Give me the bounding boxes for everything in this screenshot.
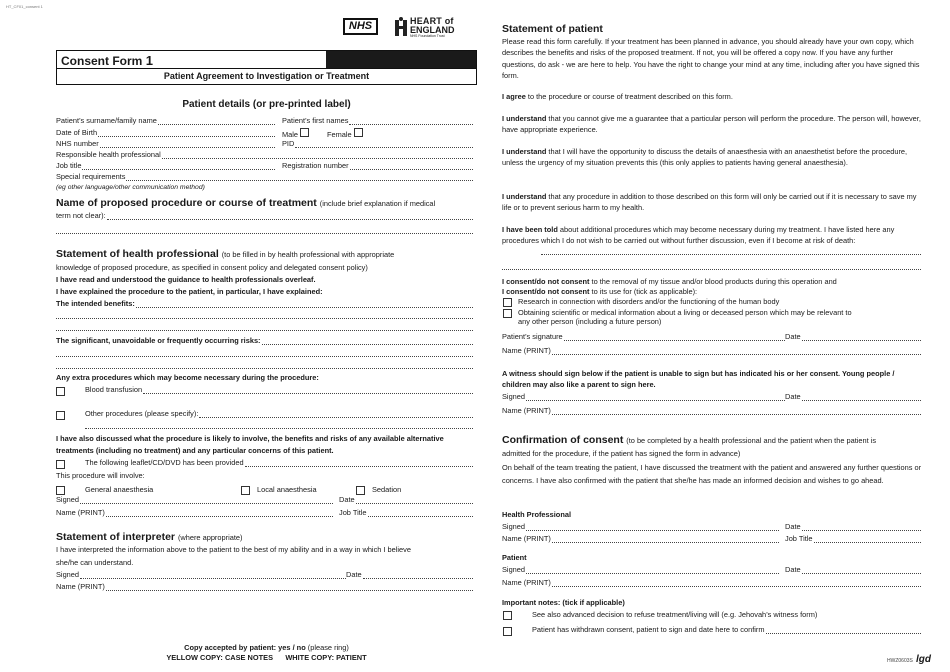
advanced-decision-label: See also advanced decision to refuse treatment/living will (e.g. Jehovah’s witness form) [532,610,818,619]
important-notes-heading: Important notes: (tick if applicable) [502,598,625,607]
read-guidance-text: I have read and understood the guidance to health professionals overleaf. [56,275,316,284]
blood-transfusion-field[interactable]: Blood transfusion [85,386,473,395]
patient-label: Patient [502,553,527,562]
hp-date-field[interactable]: Date [339,496,473,505]
benefits-line[interactable] [56,311,473,319]
been-told-text: I have been told about additional procedures which may become necessary during my treatment. I have listed here any procedures which I do not wish to be carried out without further discussion, even if I become at risk of death: [502,225,895,246]
obtaining-info-checkbox[interactable] [503,309,512,318]
death-line[interactable] [541,247,921,255]
health-professional-note: knowledge of proposed procedure, as specified in consent policy and delegated consent policy) [56,263,368,272]
confirm-patient-signed-field[interactable]: Signed [502,566,779,575]
local-anaesthesia-checkbox[interactable] [241,486,250,495]
confirmation-note: admitted for the procedure, if the patient has signed the form in advance) [502,449,741,458]
advanced-decision-checkbox[interactable] [503,611,512,620]
general-anaesthesia-checkbox[interactable] [56,486,65,495]
additional-procedures-line[interactable] [502,262,921,270]
witness-name-field[interactable]: Name (PRINT) [502,407,921,416]
dob-field[interactable]: Date of Birth [56,129,275,138]
other-procedures-field[interactable]: Other procedures (please specify): [85,410,473,419]
patient-details-heading: Patient details (or pre-printed label) [182,99,351,110]
leaflet-field[interactable]: The following leaflet/CD/DVD has been provided [85,459,473,468]
title-bar [326,51,476,68]
witness-date-field[interactable]: Date [785,393,921,402]
copy-accepted-text: Copy accepted by patient: yes / no (please ring) [184,643,349,652]
confirm-hp-date-field[interactable]: Date [785,523,921,532]
witness-text: A witness should sign below if the patient is unable to sign but has indicated his or her consent. Young people / children may also like a parent to sign here. [502,369,895,390]
extra-procedures-text: Any extra procedures which may become necessary during the procedure: [56,373,319,382]
surname-field[interactable]: Patient’s surname/family name [56,117,275,126]
intended-benefits-field[interactable]: The intended benefits: [56,300,473,309]
patient-statement-heading: Statement of patient [502,23,603,35]
hp-signed-field[interactable]: Signed [56,496,333,505]
first-names-field[interactable]: Patient’s first names [282,117,473,126]
other-procedures-line[interactable] [85,421,473,429]
consent-use-text: I consent/do not consent to its use for (tick as applicable): [502,287,698,296]
patient-name-field[interactable]: Name (PRINT) [502,347,921,356]
procedure-line[interactable] [56,226,473,234]
withdrawn-consent-checkbox[interactable] [503,627,512,636]
male-option[interactable]: Male [282,128,309,140]
form-title-box [56,50,477,69]
confirmation-heading: Confirmation of consent (to be completed by a health professional and the patient when the patient is [502,434,877,446]
male-checkbox[interactable] [300,128,309,137]
patient-date-field[interactable]: Date [785,333,921,342]
interpreter-signed-field[interactable]: Signed [56,571,346,580]
health-professional-heading: Statement of health professional (to be filled in by health professional with appropriate [56,248,395,260]
understand-text-2: I understand that I will have the opportunity to discuss the details of anaesthesia with an anaesthetist before the procedure, unless the urgency of my situation prevents this (this only applies to patients having general anaesthesia). [502,147,908,168]
confirmation-text: On behalf of the team treating the patient, I have discussed the treatment with the patient and answered any further questions or concerns. I have also confirmed with the patient that she/he has made an informed decision and wishes to go ahead. [502,463,922,486]
patient-signature-field[interactable]: Patient’s signature [502,333,785,342]
risks-line[interactable] [56,361,473,369]
research-checkbox[interactable] [503,298,512,307]
obtaining-info-label: Obtaining scientific or medical information about a living or deceased person which may be relevant to [518,308,852,317]
confirm-hp-job-title-field[interactable]: Job Title [785,535,921,544]
pid-field[interactable]: PID [282,140,473,149]
confirm-hp-name-field[interactable]: Name (PRINT) [502,535,779,544]
discussed-text: I have also discussed what the procedure is likely to involve, the benefits and risks of any available alternative [56,434,444,443]
special-requirements-note: (eg other language/other communication method) [56,184,205,191]
document-reference: HT_CF01_consent 1 [6,4,43,9]
other-procedures-checkbox[interactable] [56,411,65,420]
consent-tissue-text: I consent/do not consent to the removal of my tissue and/or blood products during this operation and [502,277,837,286]
job-title-field[interactable]: Job title [56,162,275,171]
procedure-field[interactable]: term not clear): [56,212,473,221]
female-checkbox[interactable] [354,128,363,137]
interpreter-text: I have interpreted the information above to the patient to the best of my ability and in a way in which I believe [56,545,411,554]
form-title: Consent Form 1 [61,53,153,68]
blood-transfusion-checkbox[interactable] [56,387,65,396]
trust-logo: HEART of ENGLAND NHS Foundation Trust [410,16,455,38]
benefits-line[interactable] [56,323,473,331]
procedure-involve-text: This procedure will involve: [56,471,145,480]
hp-job-title-field[interactable]: Job Title [339,509,473,518]
sedation-checkbox[interactable] [356,486,365,495]
discussed-text-2: treatments (including no treatment) and any particular concerns of this patient. [56,446,334,455]
nhs-logo: NHS [343,18,378,35]
witness-signed-field[interactable]: Signed [502,393,785,402]
copy-colours-text: YELLOW COPY: CASE NOTES WHITE COPY: PATIENT [166,653,367,662]
confirm-patient-date-field[interactable]: Date [785,566,921,575]
hp-name-field[interactable]: Name (PRINT) [56,509,333,518]
sedation-label: Sedation [372,485,402,494]
printer-logo: lgd [916,654,931,665]
health-professional-label: Health Professional [502,510,571,519]
special-requirements-field[interactable]: Special requirements [56,173,473,182]
understand-text-3: I understand that any procedure in addition to those described on this form will only be carried out if it is necessary to save my life or to prevent serious harm to my health. [502,192,917,213]
withdrawn-consent-field[interactable]: Patient has withdrawn consent, patient to sign and date here to confirm [532,626,921,635]
understand-text-1: I understand that you cannot give me a guarantee that a particular person will perform the procedure. The person will, however, have appropriate experience. [502,114,921,135]
nhs-number-field[interactable]: NHS number [56,140,275,149]
form-subtitle: Patient Agreement to Investigation or Treatment [56,69,477,85]
research-label: Research in connection with disorders and/or the functioning of the human body [518,297,780,306]
responsible-professional-field[interactable]: Responsible health professional [56,151,473,160]
registration-number-field[interactable]: Registration number [282,162,473,171]
risks-field[interactable]: The significant, unavoidable or frequently occurring risks: [56,337,473,346]
procedure-heading: Name of proposed procedure or course of treatment (include brief explanation if medical [56,197,436,209]
interpreter-date-field[interactable]: Date [346,571,473,580]
explained-text: I have explained the procedure to the patient, in particular, I have explained: [56,287,323,296]
interpreter-heading: Statement of interpreter (where appropriate) [56,531,243,543]
confirm-hp-signed-field[interactable]: Signed [502,523,779,532]
female-option[interactable]: Female [327,128,363,140]
form-code: HWZ0603S [887,658,913,664]
leaflet-checkbox[interactable] [56,460,65,469]
interpreter-name-field[interactable]: Name (PRINT) [56,583,473,592]
confirm-patient-name-field[interactable]: Name (PRINT) [502,579,921,588]
obtaining-info-label-2: any other person (including a future person) [518,317,662,326]
risks-line[interactable] [56,349,473,357]
heart-of-england-mark-icon [393,16,409,38]
local-anaesthesia-label: Local anaesthesia [257,485,317,494]
agree-text: I agree to the procedure or course of treatment described on this form. [502,92,733,101]
interpreter-text-2: she/he can understand. [56,558,134,567]
patient-statement-intro: Please read this form carefully. If your treatment has been planned in advance, you should already have your own copy, which describes the benefits and risks of the proposed treatment. If not, you will be offered a copy now. If you have any further questions, do ask - we are here to help. You have the right to change your mind at any time, including after you have signed this form. [502,37,920,81]
general-anaesthesia-label: General anaesthesia [85,485,154,494]
